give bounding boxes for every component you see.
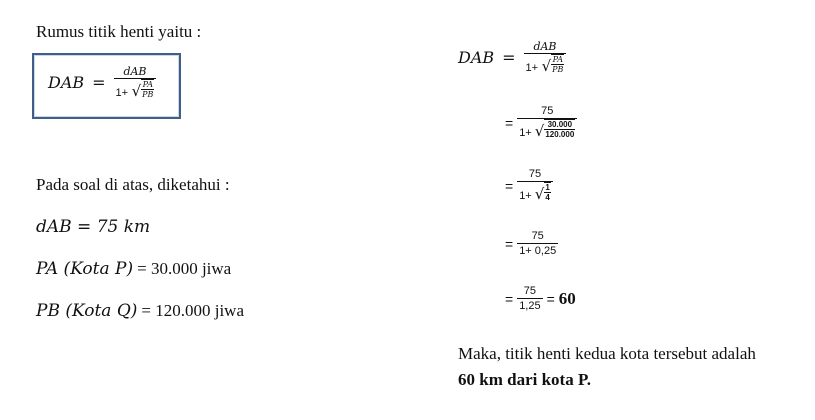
step1-numerator: dAB bbox=[533, 40, 557, 53]
formula-sqrt-num: PA bbox=[142, 80, 153, 89]
formula-main bbox=[48, 65, 156, 100]
formula-equals: = bbox=[92, 73, 106, 92]
step5-denominator: 1,25 bbox=[519, 300, 541, 312]
step5-equals-2: = bbox=[546, 291, 555, 307]
step4-equals: = bbox=[505, 236, 514, 252]
formula-denominator bbox=[114, 78, 157, 100]
sqrt-icon: √ bbox=[541, 57, 552, 75]
formula-sqrt-den: PB bbox=[142, 90, 154, 99]
step1-equals: = bbox=[502, 48, 516, 67]
step2-sqrt-den: 120.000 bbox=[545, 130, 575, 139]
step1-one-plus: 1+ bbox=[525, 62, 539, 74]
step3-fraction bbox=[517, 168, 553, 203]
step2-one-plus: 1+ bbox=[519, 127, 532, 139]
step5-fraction bbox=[517, 285, 542, 313]
pa-line bbox=[36, 259, 231, 279]
formula-sqrt bbox=[132, 79, 155, 99]
step2-sqrt-num: 30.000 bbox=[547, 120, 573, 129]
pa-value: = 30.000 jiwa bbox=[137, 259, 232, 278]
formula-box bbox=[32, 53, 181, 119]
step4-denominator: 1+ 0,25 bbox=[519, 245, 557, 257]
step-4 bbox=[505, 230, 558, 258]
step2-equals: = bbox=[505, 114, 514, 131]
step5-numerator: 75 bbox=[523, 285, 537, 297]
sqrt-icon: √ bbox=[131, 82, 142, 100]
intro-text: Rumus titik henti yaitu : bbox=[36, 22, 202, 41]
pa-math: PA (Kota P) bbox=[36, 259, 134, 279]
step1-lhs: DAB bbox=[458, 48, 495, 67]
pb-line bbox=[36, 301, 244, 321]
step2-sqrt bbox=[535, 119, 575, 139]
step-3 bbox=[505, 168, 553, 203]
step-5 bbox=[505, 285, 576, 313]
step1-sqrt bbox=[542, 54, 565, 74]
step4-fraction bbox=[517, 230, 558, 258]
pb-math: PB (Kota Q) bbox=[36, 301, 138, 321]
step3-sqrt-den: 4 bbox=[545, 193, 550, 202]
formula-lhs: DAB bbox=[48, 73, 85, 92]
formula-one-plus: 1+ bbox=[115, 87, 129, 99]
conclusion-line-2: 60 km dari kota P. bbox=[458, 370, 592, 389]
step3-numerator: 75 bbox=[528, 168, 542, 180]
step2-fraction bbox=[517, 105, 577, 140]
formula-numerator: dAB bbox=[123, 65, 147, 78]
step-1 bbox=[458, 40, 566, 75]
formula-fraction bbox=[114, 65, 157, 100]
step1-fraction bbox=[524, 40, 567, 75]
step3-denominator bbox=[517, 181, 553, 203]
step3-equals: = bbox=[505, 177, 514, 194]
step3-sqrt bbox=[535, 182, 551, 202]
known-intro: Pada soal di atas, diketahui : bbox=[36, 175, 230, 194]
step2-numerator: 75 bbox=[541, 105, 554, 117]
sqrt-icon: √ bbox=[534, 185, 545, 203]
dab-line: dAB = 75 km bbox=[36, 217, 151, 237]
step-2 bbox=[505, 105, 577, 140]
step5-equals: = bbox=[505, 291, 514, 307]
step1-sqrt-num: PA bbox=[552, 55, 563, 64]
step1-sqrt-den: PB bbox=[552, 65, 564, 74]
step5-result: 60 bbox=[558, 289, 576, 308]
step3-one-plus: 1+ bbox=[519, 190, 532, 202]
step2-denominator bbox=[517, 118, 577, 140]
step1-denominator bbox=[524, 53, 567, 75]
sqrt-icon: √ bbox=[534, 122, 545, 140]
step3-sqrt-num: 1 bbox=[545, 183, 550, 192]
conclusion-line-1: Maka, titik henti kedua kota tersebut adalah bbox=[458, 344, 756, 363]
step4-numerator: 75 bbox=[531, 230, 544, 242]
pb-value: = 120.000 jiwa bbox=[141, 301, 244, 320]
